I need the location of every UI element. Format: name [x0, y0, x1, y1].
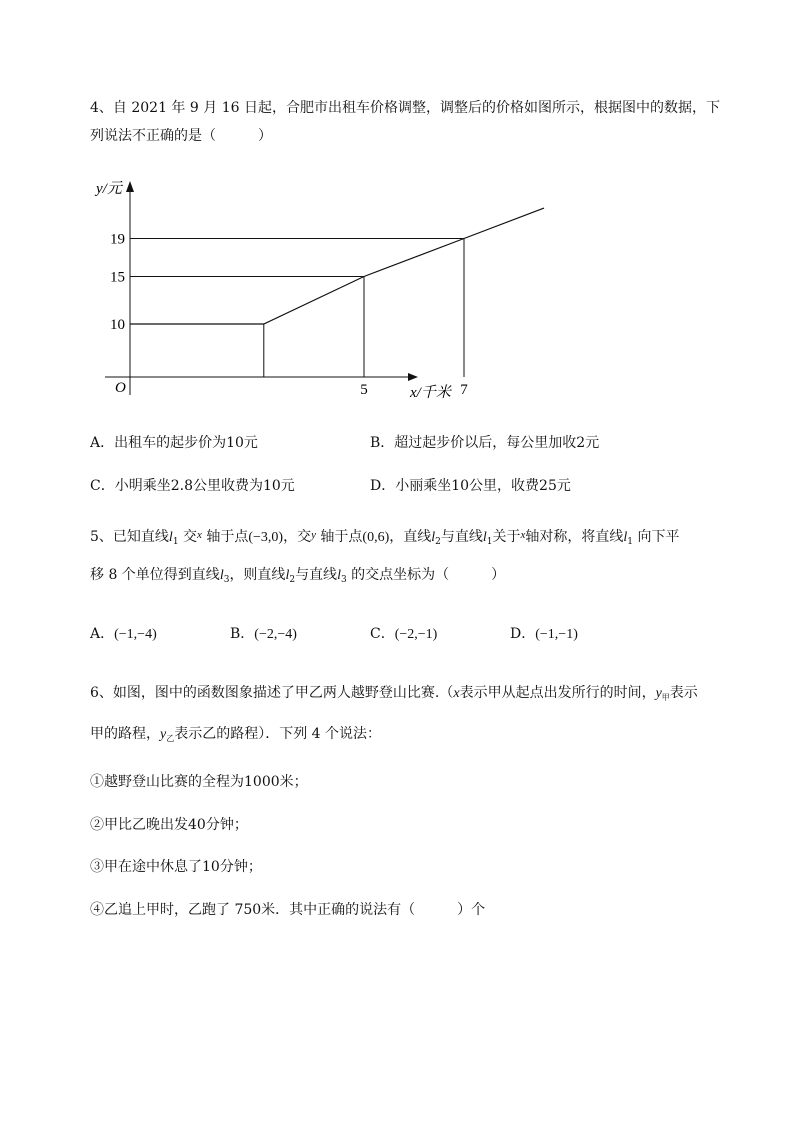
- var-y: y: [160, 727, 167, 742]
- q5-text: 轴对称，将直线: [525, 529, 624, 545]
- option-label: A．: [90, 626, 115, 642]
- q5-text: ，则直线: [229, 567, 286, 583]
- q5-text: 5、已知直线: [90, 529, 169, 545]
- q5-text: 移 8 个单位得到直线: [90, 567, 220, 583]
- option-value: (−2,−4): [254, 627, 297, 642]
- y-tick-label: 10: [110, 317, 125, 333]
- q5-option-a: [90, 624, 157, 645]
- line-l1: l: [168, 530, 173, 545]
- q5-option-b: [230, 624, 297, 645]
- option-label: B．: [230, 626, 255, 642]
- q6-statement-4: ④乙追上甲时，乙跑了 750米．其中正确的说法有（ ）个: [90, 902, 486, 918]
- q6-statement-2: ②甲比乙晚出发40分钟；: [90, 817, 248, 833]
- var-x: x: [453, 686, 460, 701]
- y-tick-label: 15: [110, 269, 125, 286]
- q5-text-line2: [90, 565, 505, 590]
- var-y-sub: 甲: [661, 693, 670, 702]
- y-tick-label: 19: [110, 231, 125, 248]
- q4-text-line2: 列说法不正确的是（ ）: [90, 128, 272, 144]
- var-y: y: [655, 686, 662, 701]
- var-x: x: [197, 529, 202, 541]
- line-l1-sub: 1: [172, 537, 179, 547]
- q5-text: 的交点坐标为（ ）: [351, 567, 506, 583]
- var-x: x: [520, 529, 526, 541]
- price-line: [130, 208, 544, 324]
- y-axis-label: y/元: [96, 181, 122, 197]
- q5-text: 轴于点: [320, 529, 363, 545]
- q5-text: 向下平: [637, 529, 680, 545]
- q6-text-line2: [90, 724, 381, 749]
- q6-text: 表示: [669, 685, 698, 701]
- q4-option-d: D．小丽乘坐10公里，收费25元: [370, 478, 571, 494]
- line-l2-sub: 2: [289, 575, 296, 585]
- q6-text-line1: [90, 683, 698, 708]
- price-chart: [0, 165, 794, 405]
- option-value: (−2,−1): [394, 627, 438, 642]
- line-l1: l: [482, 530, 487, 545]
- q5-text: ，交: [283, 529, 312, 545]
- q6-text: 6、如图，图中的函数图象描述了甲乙两人越野登山比赛.（: [90, 685, 454, 701]
- x-axis-label: x/千米: [410, 385, 451, 401]
- q6-text: 表示甲从起点出发所行的时间，: [459, 685, 656, 701]
- option-label: C．: [370, 626, 395, 642]
- x-axis-arrow: [408, 373, 418, 381]
- y-axis-arrow: [126, 181, 134, 192]
- q5-text: 与直线: [440, 529, 483, 545]
- var-y: y: [311, 529, 316, 541]
- q5-text-line1: [90, 525, 679, 552]
- q4-option-a: A．出租车的起步价为10元: [90, 435, 258, 451]
- q5-text: 交: [183, 529, 197, 545]
- line-l3-sub: 3: [223, 575, 230, 585]
- line-l3: l: [337, 568, 341, 583]
- line-l2: l: [431, 530, 436, 545]
- q5-text: ，直线: [389, 529, 432, 545]
- q5-text: 关于: [492, 529, 521, 545]
- q6-statement-1: ①越野登山比赛的全程为1000米；: [90, 774, 308, 790]
- q4-option-b: B．超过起步价以后，每公里加收2元: [370, 435, 600, 451]
- line-l1: l: [623, 530, 628, 545]
- x-tick-label: 5: [360, 382, 368, 398]
- q6-text: 表示乙的路程）．下列 4 个说法：: [174, 726, 382, 742]
- q5-option-d: [510, 624, 578, 645]
- q4-option-c: C．小明乘坐2.8公里收费为10元: [90, 478, 295, 494]
- origin-label: O: [115, 380, 126, 396]
- option-value: (−1,−4): [114, 627, 157, 642]
- q5-text: 与直线: [295, 567, 338, 583]
- q5-text: 轴于点: [206, 529, 249, 545]
- point-a: (−3,0): [248, 530, 284, 545]
- line-l3: l: [219, 568, 224, 583]
- var-y-sub: 乙: [166, 734, 175, 743]
- line-l1-sub: 1: [486, 537, 493, 547]
- line-l2: l: [285, 568, 290, 583]
- option-value: (−1,−1): [535, 627, 578, 642]
- q6-text: 甲的路程，: [90, 726, 160, 742]
- option-label: D．: [510, 626, 536, 642]
- line-l3-sub: 3: [340, 575, 347, 585]
- line-l2-sub: 2: [435, 537, 441, 547]
- x-tick-label: 7: [460, 382, 468, 398]
- q6-statement-3: ③甲在途中休息了10分钟；: [90, 859, 262, 875]
- point-b: (0,6): [362, 530, 390, 545]
- line-l1-sub: 1: [627, 537, 634, 547]
- q4-text-line1: 4、自 2021 年 9 月 16 日起，合肥市出租车价格调整，调整后的价格如图所示，根据图中的数据，下: [90, 100, 720, 116]
- q5-option-c: [370, 624, 437, 645]
